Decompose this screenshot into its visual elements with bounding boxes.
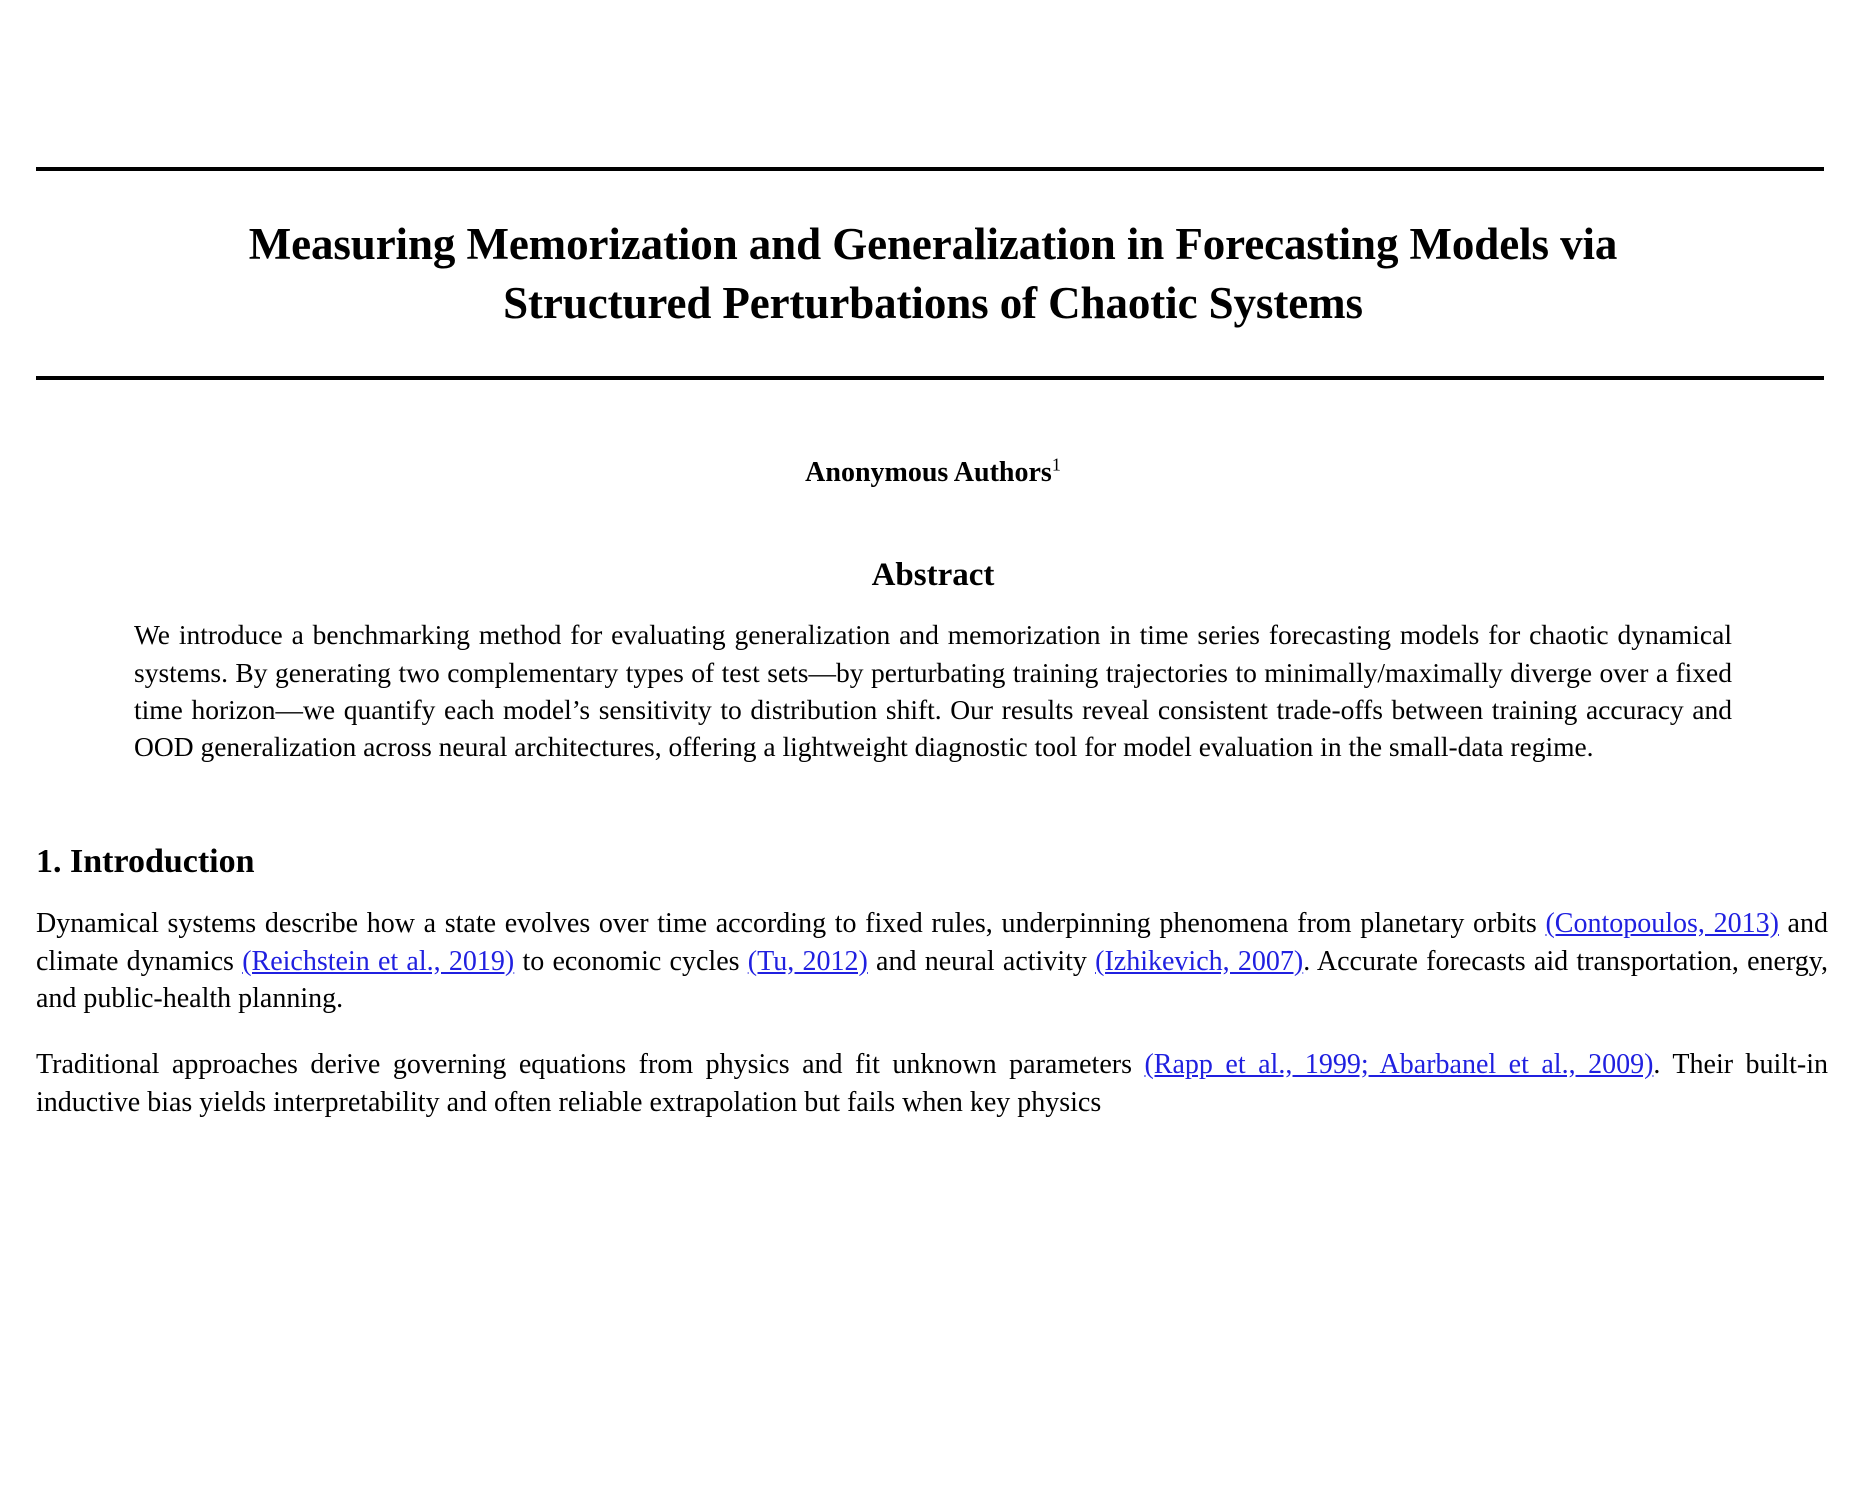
citation-link[interactable]: (Contopoulos, 2013) xyxy=(1545,907,1779,939)
paragraph-text: Dynamical systems describe how a state evolves over time according to fixed rules, underpinning phenomena from planetary orbits xyxy=(36,907,1546,939)
paragraph-text: and neural activity xyxy=(867,945,1096,977)
citation-link[interactable]: (Tu, 2012) xyxy=(747,945,868,977)
intro-paragraph-1 xyxy=(36,905,1830,1018)
abstract-heading: Abstract xyxy=(871,557,995,594)
abstract-body: We introduce a benchmarking method for evaluating generalization and memorization in time series forecasting models for chaotic dynamical systems. By generating two complementary types of test sets—by perturbating training trajectories to minimally/maximally diverge over a fixed time horizon—we quantify each model’s sensitivity to distribution shift. Our results reveal consistent trade-offs between training accuracy and OOD generalization across neural architectures, offering a lightweight diagnostic tool for model evaluation in the small-data regime. xyxy=(134,619,1732,762)
author-name: Anonymous Authors xyxy=(805,456,1052,488)
paper-page xyxy=(0,167,1866,1511)
intro-paragraph-2 xyxy=(36,1046,1830,1121)
page-title: Measuring Memorization and Generalization in Forecasting Models via Structured Perturbations of Chaotic Systems xyxy=(248,219,1618,329)
citation-link[interactable]: (Rapp et al., 1999; Abarbanel et al., 2009) xyxy=(1144,1048,1654,1080)
paragraph-text: and climate dynamics xyxy=(36,907,1828,977)
paragraph-text: . Their built-in inductive bias yields interpretability and often reliable extrapolation but fails when key physics xyxy=(36,1048,1828,1118)
author-line xyxy=(36,456,1830,490)
citation-link[interactable]: (Izhikevich, 2007) xyxy=(1095,945,1304,977)
paragraph-text: . Accurate forecasts aid transportation, energy, and public-health planning. xyxy=(36,945,1828,1015)
title-rule-bottom xyxy=(36,376,1824,380)
paragraph-text: to economic cycles xyxy=(514,945,748,977)
section-heading-introduction: 1. Introduction xyxy=(36,842,255,880)
paragraph-text: Traditional approaches derive governing equations from physics and fit unknown parameters xyxy=(36,1048,1145,1080)
citation-link[interactable]: (Reichstein et al., 2019) xyxy=(242,945,515,977)
author-affiliation-marker: 1 xyxy=(1051,454,1061,475)
